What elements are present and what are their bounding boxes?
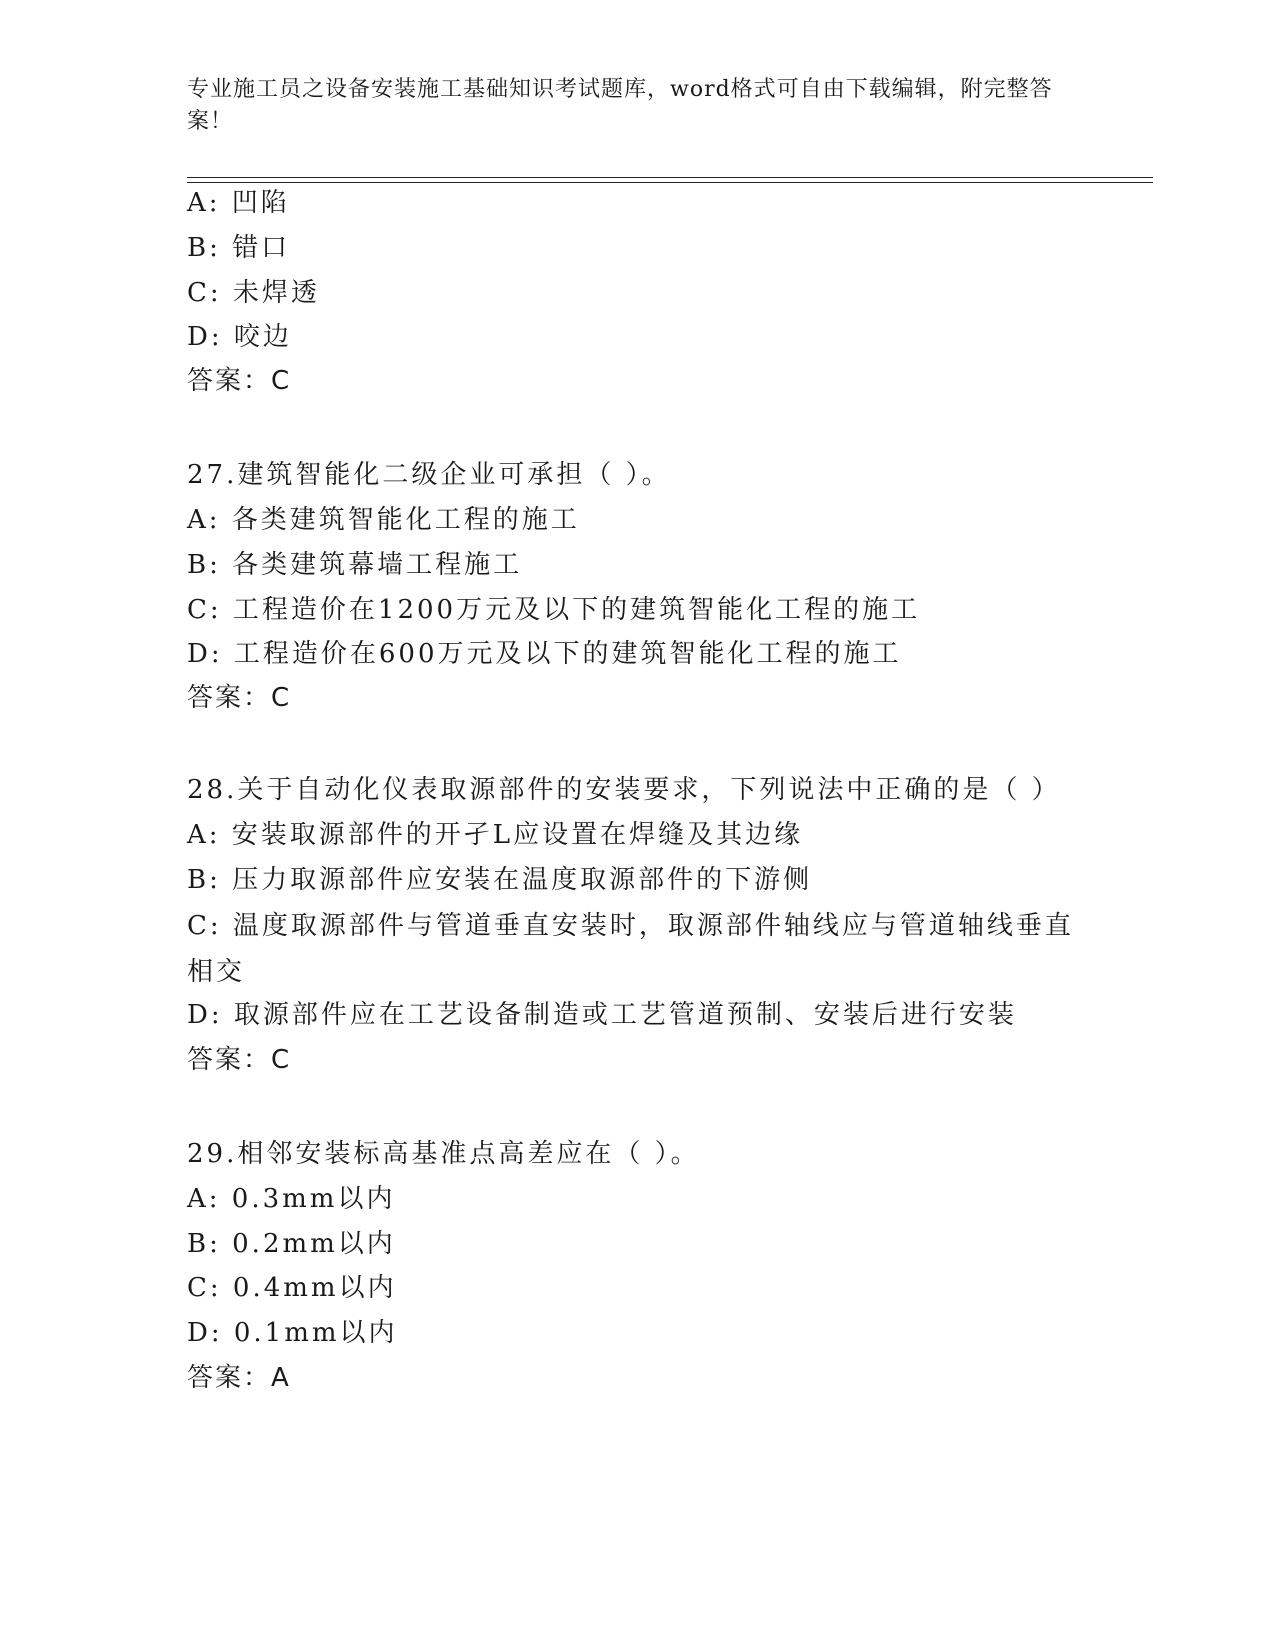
q29-option-a: A: 0.3mm以内 — [187, 1184, 396, 1214]
header-divider-bottom — [187, 182, 1153, 183]
q27-option-b: B: 各类建筑幕墙工程施工 — [187, 550, 523, 580]
q28-option-a: A: 安装取源部件的开孑L应设置在焊缝及其边缘 — [187, 820, 804, 850]
q29-option-b: B: 0.2mm以内 — [187, 1229, 396, 1259]
q26-option-d: D: 咬边 — [187, 322, 292, 352]
q27-answer: 答案：C — [187, 683, 292, 713]
q29-option-d: D: 0.1mm以内 — [187, 1318, 398, 1348]
q28-option-d: D: 取源部件应在工艺设备制造或工艺管道预制、安装后进行安装 — [187, 1000, 1017, 1030]
header-divider-top — [187, 177, 1153, 178]
q26-option-b: B: 错口 — [187, 233, 291, 263]
q27-option-c: C: 工程造价在1200万元及以下的建筑智能化工程的施工 — [187, 595, 921, 625]
q27-question: 27.建筑智能化二级企业可承担（ ）。 — [187, 460, 671, 490]
q28-answer: 答案：C — [187, 1045, 292, 1075]
q28-option-c: C: 温度取源部件与管道垂直安装时，取源部件轴线应与管道轴线垂直相交 — [187, 911, 1074, 987]
q26-option-a: A: 凹陷 — [187, 188, 290, 218]
q27-option-d: D: 工程造价在600万元及以下的建筑智能化工程的施工 — [187, 639, 902, 669]
q29-question: 29.相邻安装标高基准点高差应在（ ）。 — [187, 1139, 700, 1169]
q27-option-a: A: 各类建筑智能化工程的施工 — [187, 505, 580, 535]
q26-option-c: C: 未焊透 — [187, 278, 320, 308]
q28-question: 28.关于自动化仪表取源部件的安装要求，下列说法中正确的是（ ） — [187, 775, 1061, 805]
document-header: 专业施工员之设备安装施工基础知识考试题库，word格式可自由下载编辑，附完整答案！ — [187, 77, 1053, 134]
q26-answer: 答案：C — [187, 366, 292, 396]
q28-option-b: B: 压力取源部件应安装在温度取源部件的下游侧 — [187, 865, 813, 895]
q29-option-c: C: 0.4mm以内 — [187, 1273, 397, 1303]
q29-answer: 答案：A — [187, 1363, 291, 1393]
